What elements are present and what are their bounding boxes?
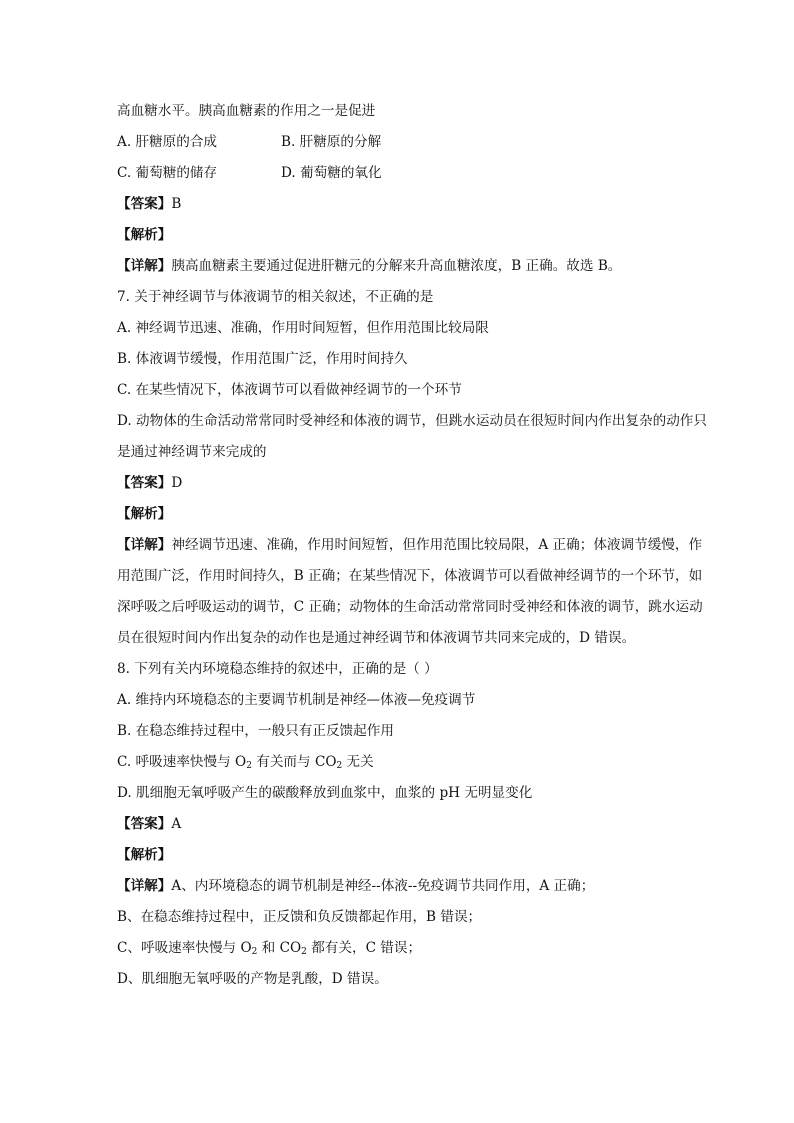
q7-detail-label: 【详解】 xyxy=(117,537,172,553)
q6-option-a: A. 肝糖原的合成 xyxy=(117,134,218,150)
q8-detail-a-text: A、内环境稳态的调节机制是神经--体液--免疫调节共同作用，A 正确； xyxy=(171,878,595,894)
q6-options-row-1 xyxy=(117,127,707,158)
q8-option-c-part1: C. 呼吸速率快慢与 O xyxy=(117,754,247,770)
q6-options-row-2 xyxy=(117,158,707,189)
q8-option-d: D. 肌细胞无氧呼吸产生的碳酸释放到血浆中，血浆的 pH 无明显变化 xyxy=(117,785,533,801)
q8-detail-c-part2: 和 CO xyxy=(257,940,302,956)
q8-detail-d: D、肌细胞无氧呼吸的产物是乳酸，D 错误。 xyxy=(117,971,388,987)
q6-option-d: D. 葡萄糖的氧化 xyxy=(281,165,382,181)
q8-option-a: A. 维持内环境稳态的主要调节机制是神经—体液—免疫调节 xyxy=(117,692,476,708)
q6-option-c: C. 葡萄糖的储存 xyxy=(117,165,218,181)
q8-option-c-sub1: 2 xyxy=(246,761,252,771)
q8-detail-c-sub2: 2 xyxy=(301,947,307,957)
q8-stem: 8. 下列有关内环境稳态维持的叙述中，正确的是（ ） xyxy=(117,661,438,677)
q7-option-d: D. 动物体的生命活动常常同时受神经和体液的调节，但跳水运动员在很短时间内作出复杂的动作只是通过神经调节来完成的 xyxy=(117,413,707,460)
q6-detail xyxy=(117,251,707,282)
q6-detail-text: 胰高血糖素主要通过促进肝糖元的分解来升高血糖浓度，B 正确。故选 B。 xyxy=(171,258,622,274)
q7-option-c: C. 在某些情况下，体液调节可以看做神经调节的一个环节 xyxy=(117,382,462,398)
q8-answer-value: A xyxy=(171,816,182,832)
q6-detail-label: 【详解】 xyxy=(117,258,172,274)
q7-answer xyxy=(117,468,707,499)
q8-detail-a xyxy=(117,871,707,902)
q8-detail-c-sub1: 2 xyxy=(251,947,258,957)
q8-answer-label: 【答案】 xyxy=(117,816,172,832)
q8-detail-c xyxy=(117,933,707,964)
document-page xyxy=(117,96,707,995)
q6-answer xyxy=(117,189,707,220)
q8-detail-c-part1: C、呼吸速率快慢与 O xyxy=(117,940,252,956)
q6-answer-value: B xyxy=(171,196,182,212)
q6-analysis-label: 【解析】 xyxy=(117,227,172,243)
q8-detail-label: 【详解】 xyxy=(117,878,172,894)
q6-answer-label: 【答案】 xyxy=(117,196,172,212)
q8-option-c-sub2: 2 xyxy=(336,761,343,771)
q7-answer-value: D xyxy=(171,475,183,491)
q7-option-b: B. 体液调节缓慢，作用范围广泛，作用时间持久 xyxy=(117,351,408,367)
q7-answer-label: 【答案】 xyxy=(117,475,172,491)
q8-option-c-part3: 无关 xyxy=(342,754,374,770)
q7-analysis-label: 【解析】 xyxy=(117,506,172,522)
q8-detail-c-part3: 都有关，C 错误； xyxy=(306,940,422,956)
q7-stem: 7. 关于神经调节与体液调节的相关叙述，不正确的是 xyxy=(117,289,434,305)
q7-detail-text: 神经调节迅速、准确，作用时间短暂，但作用范围比较局限，A 正确；体液调节缓慢，作用范围广泛，作用时间持久，B 正确；在某些情况下，体液调节可以看做神经调节的一个环节，如深呼吸之后呼吸运动的调节，C 正确；动物体的生命活动常常同时受神经和体液的调节，跳水运动员在很短时间内作出复杂的动作也是通过神经调节和体液调节共同来完成的，D 错误。 xyxy=(117,537,703,646)
q6-stem-tail: 高血糖水平。胰高血糖素的作用之一是促进 xyxy=(117,103,376,119)
q8-option-c-part2: 有关而与 CO xyxy=(251,754,337,770)
q8-answer xyxy=(117,809,707,840)
q8-detail-b: B、在稳态维持过程中，正反馈和负反馈都起作用，B 错误； xyxy=(117,909,482,925)
q8-option-b: B. 在稳态维持过程中，一般只有正反馈起作用 xyxy=(117,723,394,739)
q7-detail xyxy=(117,530,707,654)
q7-option-a: A. 神经调节迅速、准确，作用时间短暂，但作用范围比较局限 xyxy=(117,320,489,336)
q6-option-b: B. 肝糖原的分解 xyxy=(281,134,382,150)
q8-analysis-label: 【解析】 xyxy=(117,847,172,863)
q8-option-c xyxy=(117,747,707,778)
